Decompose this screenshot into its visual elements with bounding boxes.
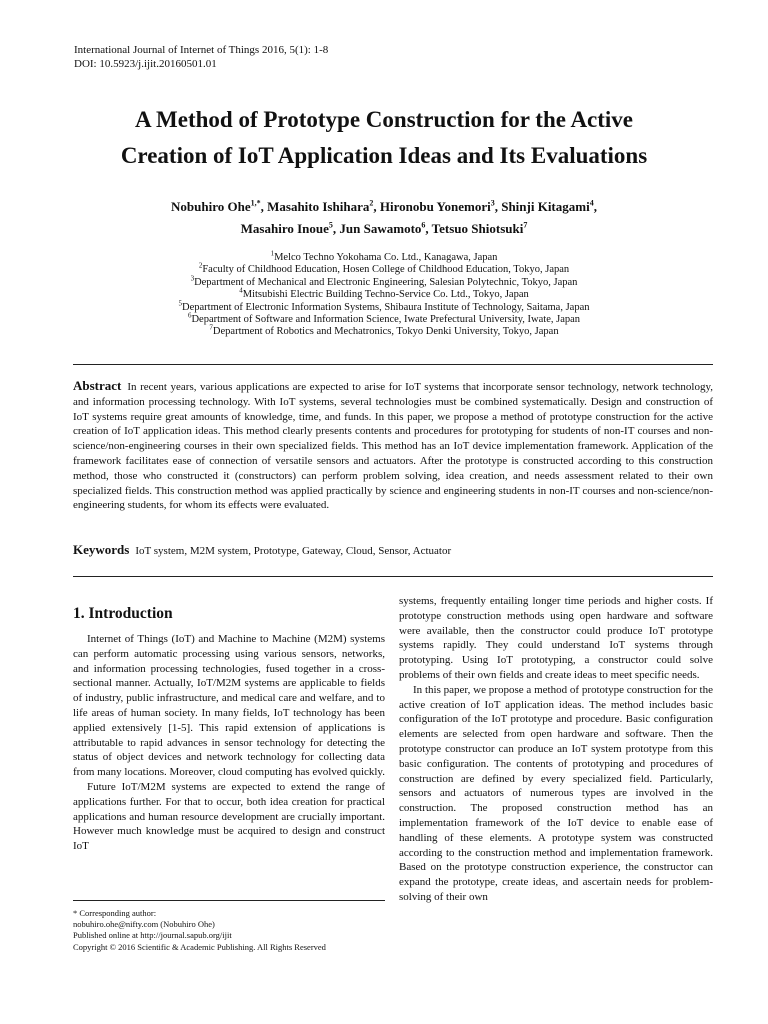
journal-citation: International Journal of Internet of Things 2016, 5(1): 1-8 [74,44,329,56]
abstract-top-divider [73,364,713,365]
author-line-1 [60,196,708,218]
affiliation-mark: 2 [198,261,203,270]
abstract-label: Abstract [73,378,122,393]
affiliation-item [60,286,708,301]
doi-line: DOI: 10.5923/j.ijit.20160501.01 [74,58,217,70]
affiliation-item [60,299,708,314]
author-affiliation-mark: 2 [369,198,374,208]
body-paragraph: In this paper, we propose a method of prototype construction for the active creation of IoT application ideas. The method includes basic configuration of the IoT prototype and procedure. Basic configuration elements are selected from open hardware and software. Then the prototype constructor can produce an IoT system prototype from this basic configuration. The contents of prototyping and procedures of construction are defined by every specialized field. Particularly, sensors and actuators of numerous types are involved in the construction. The proposed construction method has an implementation framework of the IoT device to enable ease of handling of these elements. A prototype system was constructed according to the construction method and implementation framework. Based on the prototype construction experience, the constructor can expand the prototype, create ideas, and ascertain needs for problem-solving of their own [399,683,713,903]
keywords-block [73,542,713,559]
affiliation-item [60,249,708,264]
affiliation-list [60,249,708,339]
author-name: Nobuhiro Ohe [171,199,251,214]
paper-title [60,102,708,174]
affiliation-item [60,323,708,338]
affiliation-item [60,311,708,326]
left-column [73,632,385,854]
copyright-line: Copyright © 2016 Scientific & Academic Publishing. All Rights Reserved [73,941,326,952]
author-affiliation-mark: 7 [523,220,528,230]
affiliation-mark: 5 [178,299,182,308]
affiliation-text: Melco Techno Yokohama Co. Ltd., Kanagawa, Japan [274,252,498,263]
journal-header [74,43,328,71]
affiliation-text: Faculty of Childhood Education, Hosen College of Childhood Education, Tokyo, Japan [202,264,570,276]
author-affiliation-mark: 1,* [250,198,261,208]
affiliation-mark: 3 [190,274,195,283]
author-separator: , [373,199,380,214]
author-separator: , [332,221,340,236]
affiliation-text: Department of Software and Information Science, Iwate Prefectural University, Iwate, Japan [191,314,581,326]
author-email: nobuhiro.ohe@nifty.com (Nobuhiro Ohe) [73,919,215,930]
keywords-text: IoT system, M2M system, Prototype, Gateway, Cloud, Sensor, Actuator [135,545,452,557]
affiliation-text: Department of Electronic Information Systems, Shibaura Institute of Technology, Saitama, Japan [182,301,590,313]
author-affiliation-mark: 3 [490,198,495,208]
author-separator: , [494,199,502,214]
body-paragraph: Internet of Things (IoT) and Machine to Machine (M2M) systems can perform automatic processing using various sensors, networks, and information processing technologies, fused together in a cross-sectional manner. Actually, IoT/M2M systems are applicable to fields of industry, public infrastructure, and medical care and welfare, and to life areas of human society. In many fields, IoT technology has been applied extensively [1-5]. This rapid extension of applications is attributable to rapid advances in sensor technology for detecting the status of object devices and network technology for collecting data from many locations. Moreover, cloud computing has evolved quickly. [73,633,385,779]
keywords-label: Keywords [73,542,130,557]
author-name: Masahiro Inoue [240,221,329,236]
affiliation-mark: 1 [270,249,275,258]
keywords-bottom-divider [73,576,713,577]
affiliation-text: Department of Robotics and Mechatronics, Tokyo Denki University, Tokyo, Japan [212,326,559,338]
affiliation-item [60,274,708,289]
corresponding-author-label: * Corresponding author: [73,908,157,918]
author-name: Tetsuo Shiotsuki [431,221,524,236]
body-paragraph: Future IoT/M2M systems are expected to extend the range of applications further. For that to occur, both idea creation for practical applications and human resource development are crucially important. However much knowledge must be acquired to design and construct IoT [73,780,385,853]
abstract-text: In recent years, various applications are expected to arise for IoT systems that incorporate sensor technology, network technology, and information processing technology. With IoT systems, several technologies must be combined systematically. Design and construction of IoT systems require great amounts of knowledge, time, and funds. In this paper, we propose a method of prototype construction for the active creation of IoT application ideas. This method clearly presents contents and procedures for prototyping for students of non-IT courses and non-science/non-engineering courses in their own specialized fields. This method has an IoT device implementation framework. Application of the framework facilitates ease of connection of versatile sensors and actuators. After the prototype is constructed according to this construction method, those who constructed it (constructors) can perform problem solving, idea creation, and needs assessment related to their own specialized fields. This construction method was applied practically by science and engineering students in non-IT courses and non-science/non-engineering students, for whom its effects were evaluated. [73,381,713,512]
author-separator: , [425,221,432,236]
paper-title-line-2: Creation of IoT Application Ideas and Its Evaluations [120,143,648,168]
abstract-block [73,379,713,513]
affiliation-mark: 7 [209,323,213,332]
right-column [399,594,713,905]
author-list [60,196,708,240]
author-name: Masahito Ishihara [267,199,370,214]
published-online-line: Published online at http://journal.sapub.org/ijit [73,930,232,941]
author-separator: , [260,199,268,214]
affiliation-item [60,261,708,276]
footnote-block [73,908,385,953]
paper-title-line-1: A Method of Prototype Construction for the Active [134,107,634,132]
affiliation-text: Department of Mechanical and Electronic Engineering, Salesian Polytechnic, Tokyo, Japan [194,276,578,288]
footnote-divider [73,900,385,901]
section-heading-introduction: 1. Introduction [73,605,173,622]
author-line-2 [60,218,708,240]
body-paragraph: systems, frequently entailing longer time periods and higher costs. If prototype construction methods using open hardware and software were available, then the constructor could produce IoT prototype systems rapidly. They could understand IoT systems through prototyping. Using IoT prototyping, a constructor could solve problems of their own fields and create ideas to meet specific needs. [399,595,713,681]
author-name: Jun Sawamoto [339,221,422,236]
affiliation-mark: 6 [187,311,192,320]
author-affiliation-mark: 4 [589,198,594,208]
author-name: Hironobu Yonemori [379,199,491,214]
author-affiliation-mark: 6 [421,220,426,230]
author-separator: , [593,199,597,214]
affiliation-text: Mitsubishi Electric Building Techno-Service Co. Ltd., Tokyo, Japan [242,289,529,301]
author-name: Shinji Kitagami [501,199,590,214]
author-affiliation-mark: 5 [328,220,333,230]
affiliation-mark: 4 [239,286,243,295]
